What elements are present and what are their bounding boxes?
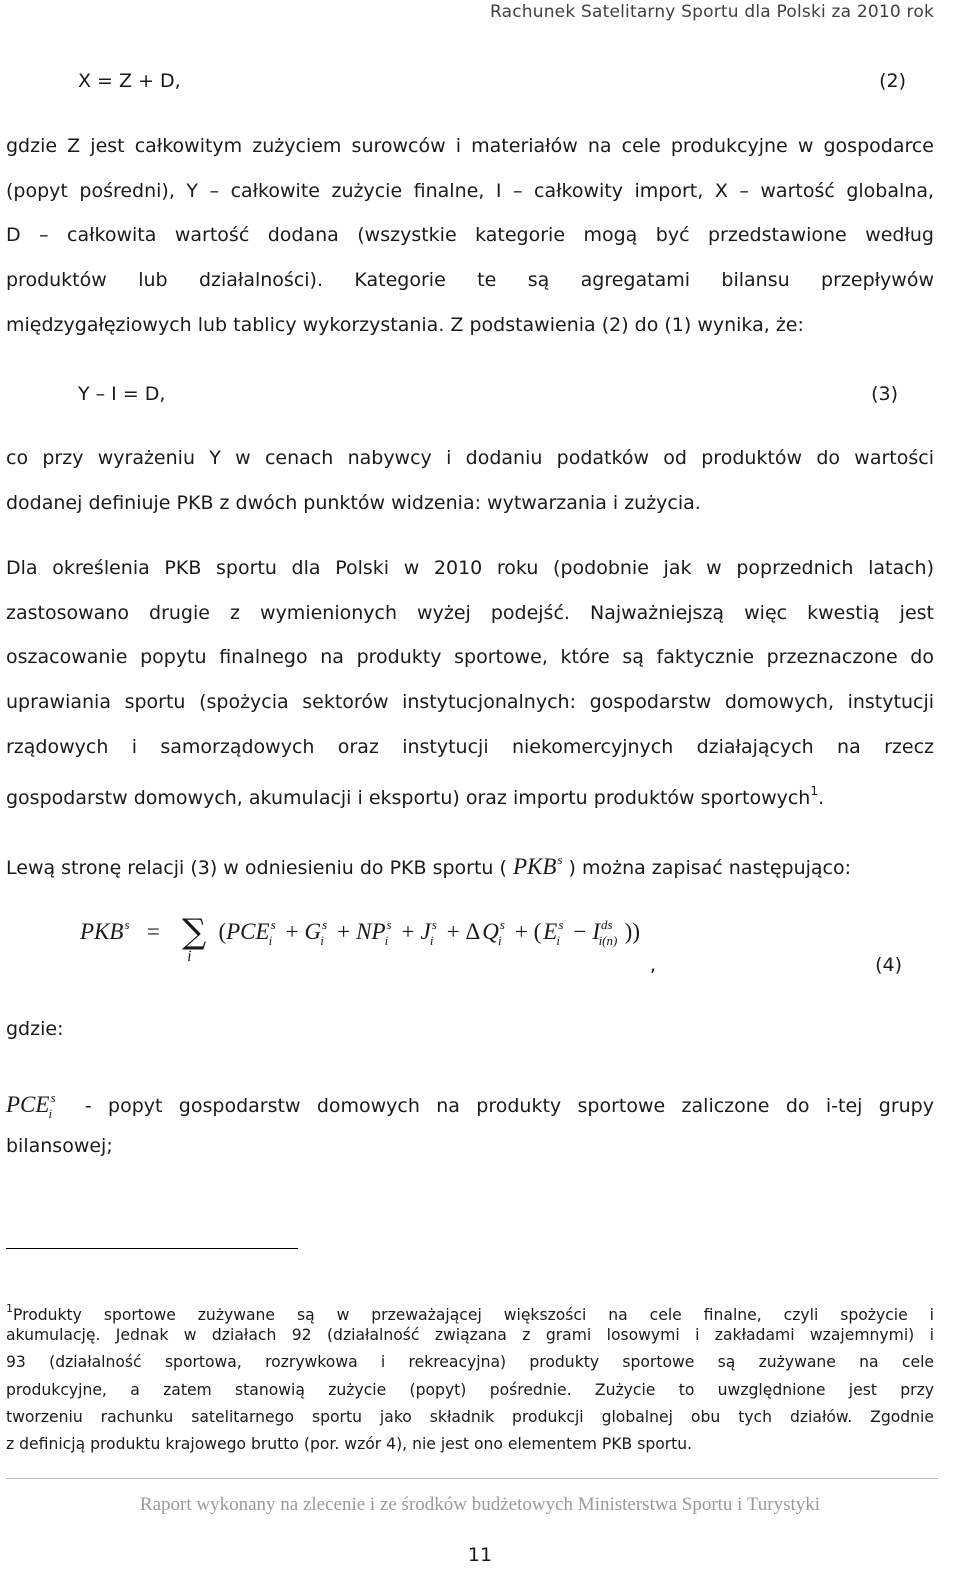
eq4-term <box>592 917 618 948</box>
text-line: międzygałęziowych lub tablicy wykorzystania. Z podstawienia (2) do (1) wynika, że: <box>6 313 804 336</box>
paragraph-pkb-definition <box>6 436 934 525</box>
definition-line <box>6 1076 934 1121</box>
eq4-close: )) <box>624 919 640 944</box>
running-header: Rachunek Satelitarny Sportu dla Polski za 2010 rok <box>489 2 934 22</box>
equation-4 <box>80 912 640 965</box>
eq4-term-sym: PCE <box>226 919 270 944</box>
eq4-op: − <box>573 919 587 944</box>
sigma-icon: ∑ <box>181 912 207 952</box>
footer-rule <box>6 1478 938 1479</box>
eq4-lhs-text: PKB <box>80 919 124 944</box>
footer-text: Raport wykonany na zlecenie i ze środków budżetowych Ministerstwa Sportu i Turystyki <box>139 1494 821 1515</box>
equation-2-number: (2) <box>879 70 906 92</box>
text-after: ) można zapisać następująco: <box>568 857 852 879</box>
eq4-term-sub: i <box>320 933 324 948</box>
eq4-term-sym: Q <box>482 919 499 944</box>
pkb-symbol-text: PKB <box>512 854 557 879</box>
text-line: rządowych i samorządowych oraz instytucji niekomercyjnych działających na rzecz <box>6 735 934 758</box>
paragraph-methodology <box>6 546 934 814</box>
footnote-line: z definicją produktu krajowego brutto (por. wzór 4), nie jest ono elementem PKB sportu. <box>6 1434 693 1453</box>
eq4-term-sym: G <box>304 919 322 944</box>
eq4-term-sup: s <box>322 917 328 932</box>
eq4-term-sub: i <box>497 933 502 948</box>
text-before: Lewą stronę relacji (3) w odniesieniu do PKB sportu ( <box>6 857 507 879</box>
text-line: D – całkowita wartość dodana (wszystkie kategorie mogą być przedstawione według <box>6 224 934 247</box>
footnote-line: akumulację. Jednak w działach 92 (działalność związana z grami losowymi i zakładami wzajemnymi) i <box>6 1326 934 1345</box>
equation-3: Y – I = D, <box>78 383 166 405</box>
text-line: Dla określenia PKB sportu dla Polski w 2010 roku (podobnie jak w poprzednich latach) <box>6 557 934 579</box>
eq4-term <box>356 917 392 948</box>
sum-symbol <box>177 912 211 965</box>
text-line <box>6 769 934 814</box>
pce-symbol <box>6 1090 56 1121</box>
eq4-lhs <box>80 919 130 944</box>
eq4-term-sym: NP <box>356 919 386 944</box>
eq4-term-sup: ds <box>601 917 613 932</box>
eq4-term-sup: s <box>499 917 505 932</box>
text-line: co przy wyrażeniu Y w cenach nabywcy i dodaniu podatków od produktów do wartości <box>6 447 934 469</box>
text-line: dodanej definiuje PKB z dwóch punktów widzenia: wytwarzania i zużycia. <box>6 491 701 514</box>
footnote-ref[interactable]: 1 <box>810 784 818 799</box>
eq4-term-sub: i <box>556 933 561 948</box>
eq4-term <box>482 917 505 948</box>
eq4-term-sym: I <box>592 919 600 944</box>
eq4-op: + ( <box>514 919 542 944</box>
footnote-line: produkcyjne, a zatem stanowią zużycie (popyt) pośrednie. Zużycie to uwzględnione jest przy <box>6 1380 934 1399</box>
eq4-term-sup: s <box>386 917 392 932</box>
eq4-op: + <box>285 919 299 944</box>
equation-2: X = Z + D, <box>78 70 181 92</box>
footnote <box>6 1295 934 1458</box>
equation-3-number: (3) <box>871 383 898 405</box>
footnote-marker: 1 <box>6 1302 13 1315</box>
eq4-term-sym: E <box>543 919 558 944</box>
text-line: produktów lub działalności). Kategorie te są agregatami bilansu przepływów <box>6 269 934 292</box>
eq4-term-sup: s <box>558 917 564 932</box>
eq4-term-sub: i(n) <box>598 933 618 948</box>
eq4-term-sub: i <box>384 933 389 948</box>
footnote-line: tworzeniu rachunku satelitarnego sportu jako składnik produkcji globalnej obu tych działów. Zgodnie <box>6 1407 934 1426</box>
page-number: 11 <box>467 1544 493 1566</box>
eq4-comma: , <box>650 954 657 976</box>
pkb-sup: s <box>557 852 563 867</box>
eq4-term-sub: i <box>268 933 273 948</box>
eq4-term <box>226 917 276 948</box>
definition-text: - popyt gospodarstw domowych na produkty sportowe zaliczone do i-tej grupy <box>84 1095 934 1117</box>
sum-index: i <box>187 948 192 965</box>
eq4-term-sup: s <box>270 917 276 932</box>
eq4-op: + <box>401 919 415 944</box>
pkb-symbol <box>513 854 563 879</box>
text-line: uprawiania sportu (spożycia sektorów instytucjonalnych: gospodarstw domowych, instytucji <box>6 691 934 714</box>
eq4-term-sup: s <box>431 917 437 932</box>
footnote-separator <box>6 1248 298 1249</box>
footnote-text: Produkty sportowe zużywane są w przeważającej większości na cele finalne, czyli spożycie i <box>13 1306 934 1324</box>
where-label: gdzie: <box>6 1018 64 1040</box>
text-line-content: gospodarstw domowych, akumulacji i eksportu) oraz importu produktów sportowych <box>6 787 811 810</box>
text-line: zastosowano drugie z wymienionych wyżej podejść. Najważniejszą więc kwestią jest <box>6 601 934 624</box>
paragraph-definitions <box>6 124 934 347</box>
pce-sub: i <box>48 1106 53 1121</box>
footnote-line: 93 (działalność sportowa, rozrywkowa i rekreacyjna) produkty sportowe są zużywane na cele <box>6 1353 934 1372</box>
eq4-lhs-sup: s <box>124 917 130 932</box>
eq4-term-sub: i <box>429 933 434 948</box>
eq4-op: + <box>337 919 351 944</box>
eq4-equals: = <box>146 919 160 944</box>
text-line: gdzie Z jest całkowitym zużyciem surowców i materiałów na cele produkcyjne w gospodarce <box>6 135 934 157</box>
definition-pce <box>6 1076 934 1121</box>
pce-symbol-text: PCE <box>6 1092 50 1117</box>
eq4-term <box>420 917 437 948</box>
eq4-op: + Δ <box>446 919 481 944</box>
eq4-op: ( <box>218 919 227 944</box>
text-line: oszacowanie popytu finalnego na produkty sportowe, które są faktycznie przeznaczone do <box>6 646 934 669</box>
footnote-line <box>6 1295 934 1322</box>
equation-4-number: (4) <box>875 954 902 976</box>
eq4-term-sym: J <box>420 919 431 944</box>
eq4-term <box>543 917 564 948</box>
eq4-term <box>304 917 328 948</box>
pce-sup: s <box>50 1090 56 1105</box>
definition-line-2: bilansowej; <box>6 1135 113 1157</box>
text-line: (popyt pośredni), Y – całkowite zużycie finalne, I – całkowity import, X – wartość globalna, <box>6 179 934 202</box>
paragraph-intro-formula <box>6 852 851 880</box>
punctuation: . <box>817 787 825 810</box>
